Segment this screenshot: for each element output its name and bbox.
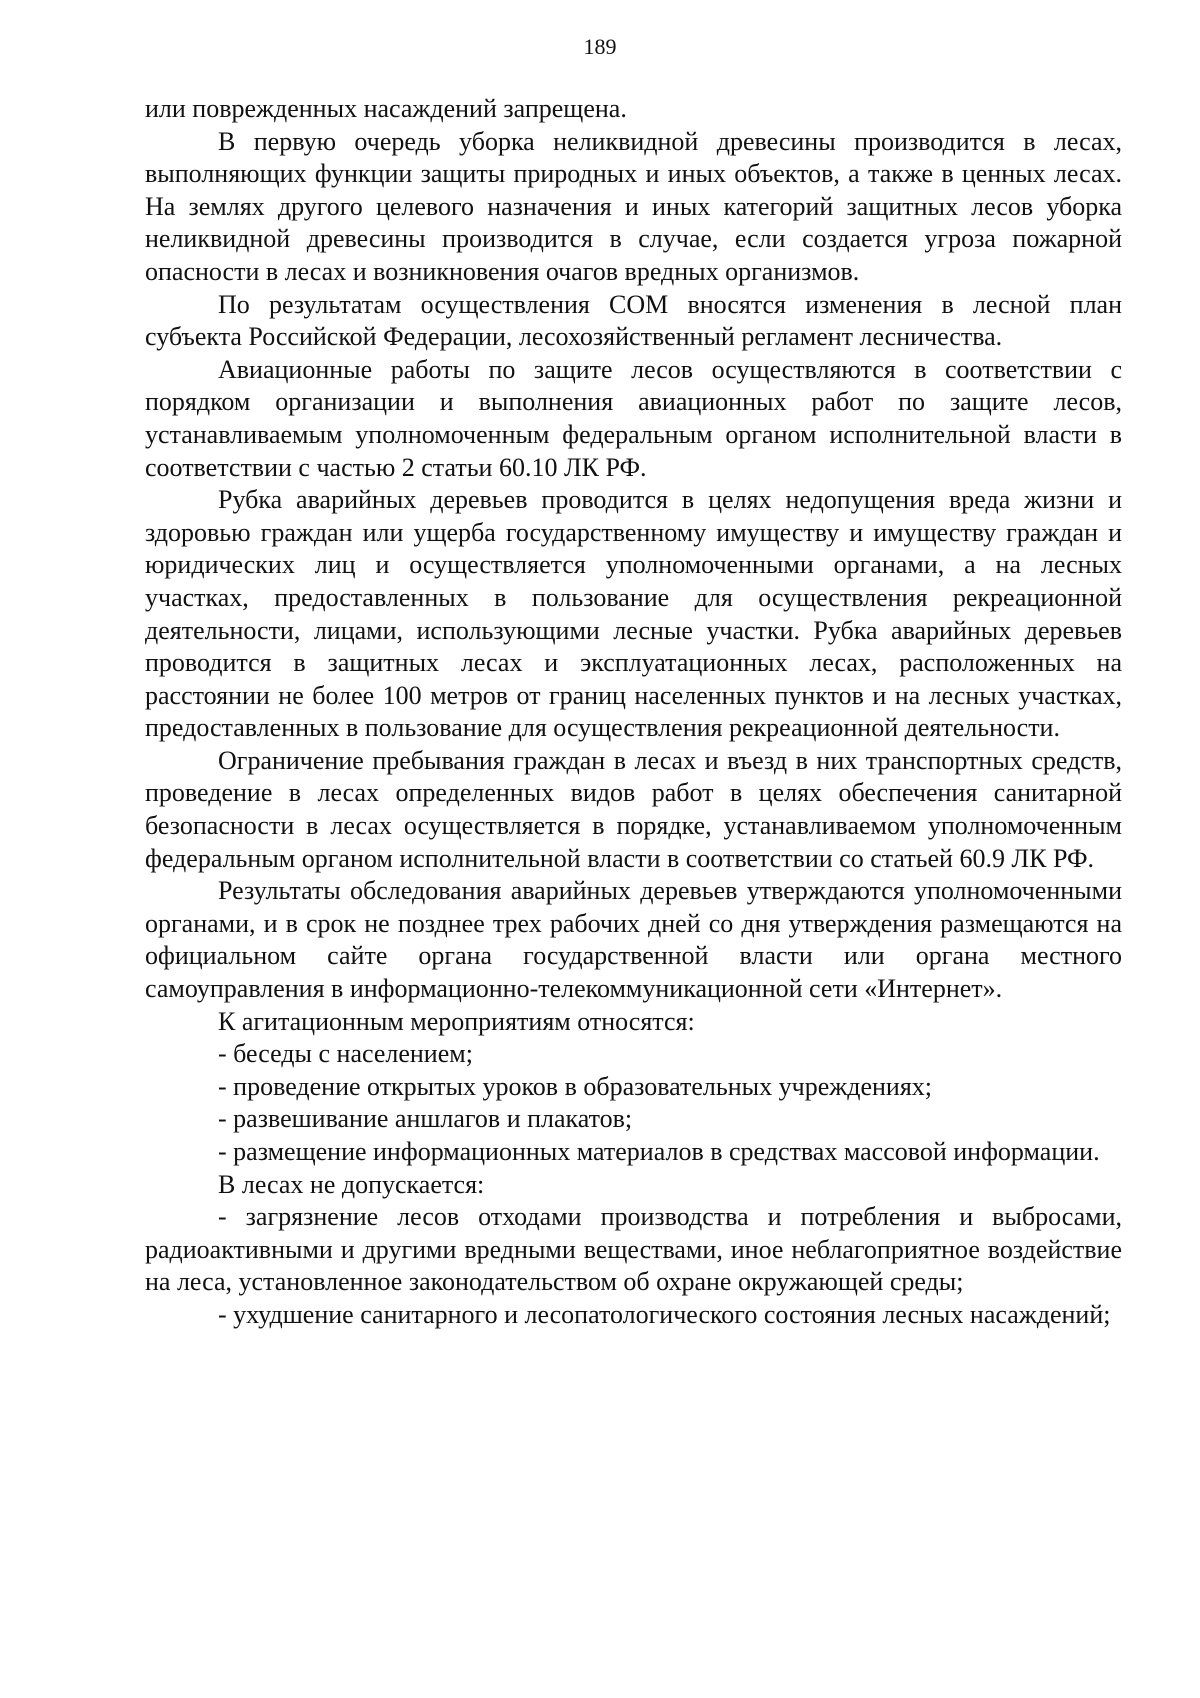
paragraph-continuation: или поврежденных насаждений запрещена. xyxy=(145,94,627,123)
paragraph-survey-results: Результаты обследования аварийных деревьев утверждаются уполномоченными органами, и в срок не позднее трех рабочих дней со дня утверждения размещаются на официальном сайте органа государственной власти или органа местного самоуправления в информационно-телекоммуникационной сети «Интернет». xyxy=(145,876,1122,1004)
list-item-open-lessons: - проведение открытых уроков в образовательных учреждениях; xyxy=(218,1071,933,1101)
paragraph-deadwood-cleanup: В первую очередь уборка неликвидной древесины производится в лесах, выполняющих функции защиты природных и иных объектов, а также в ценных лесах. На землях другого целевого назначения и иных категорий защитных лесов уборка неликвидной древесины производится в случае, если создается угроза пожарной опасности в лесах и возникновения очагов вредных организмов. xyxy=(145,126,1122,286)
page-number: 189 xyxy=(583,34,617,59)
paragraph-aviation-works: Авиационные работы по защите лесов осуществляются в соответствии с порядком организации и выполнения авиационных работ по защите лесов, устанавливаемым уполномоченным федеральным органом исполнительной власти в соответствии с частью 2 статьи 60.10 ЛК РФ. xyxy=(145,354,1122,482)
list-item-conversations: - беседы с населением; xyxy=(218,1039,473,1069)
paragraph-campaign-intro: К агитационным мероприятиям относятся: xyxy=(218,1006,695,1036)
paragraph-hazard-tree-felling: Рубка аварийных деревьев проводится в целях недопущения вреда жизни и здоровью граждан или ущерба государственному имуществу и имуществу граждан и юридических лиц и осуществляется уполномоченными органами, а на лесных участках, предоставленных в пользование для осуществления рекреационной деятельности, лицами, использующими лесные участки. Рубка аварийных деревьев проводится в защитных лесах и эксплуатационных лесах, расположенных на расстоянии не более 100 метров от границ населенных пунктов и на лесных участках, предоставленных в пользование для осуществления рекреационной деятельности. xyxy=(145,485,1122,743)
paragraph-access-restriction: Ограничение пребывания граждан в лесах и въезд в них транспортных средств, проведение в лесах определенных видов работ в целях обеспечения санитарной безопасности в лесах осуществляется в порядке, устанавливаемом уполномоченным федеральным органом исполнительной власти в соответствии со статьей 60.9 ЛК РФ. xyxy=(145,745,1122,873)
document-body xyxy=(145,93,1122,1332)
list-item-media: - размещение информационных материалов в средствах массовой информации. xyxy=(218,1137,1100,1166)
list-item-sanitary-deterioration: - ухудшение санитарного и лесопатологического состояния лесных насаждений; xyxy=(218,1299,1111,1329)
paragraph-prohibitions-intro: В лесах не допускается: xyxy=(218,1169,485,1199)
paragraph-som-results: По результатам осуществления СОМ вносятся изменения в лесной план субъекта Российской Федерации, лесохозяйственный регламент лесничества. xyxy=(145,289,1122,352)
list-item-pollution: - загрязнение лесов отходами производства и потребления и выбросами, радиоактивными и другими вредными веществами, иное неблагоприятное воздействие на леса, установленное законодательством об охране окружающей среды; xyxy=(145,1202,1122,1297)
list-item-posters: - развешивание аншлагов и плакатов; xyxy=(218,1104,633,1134)
